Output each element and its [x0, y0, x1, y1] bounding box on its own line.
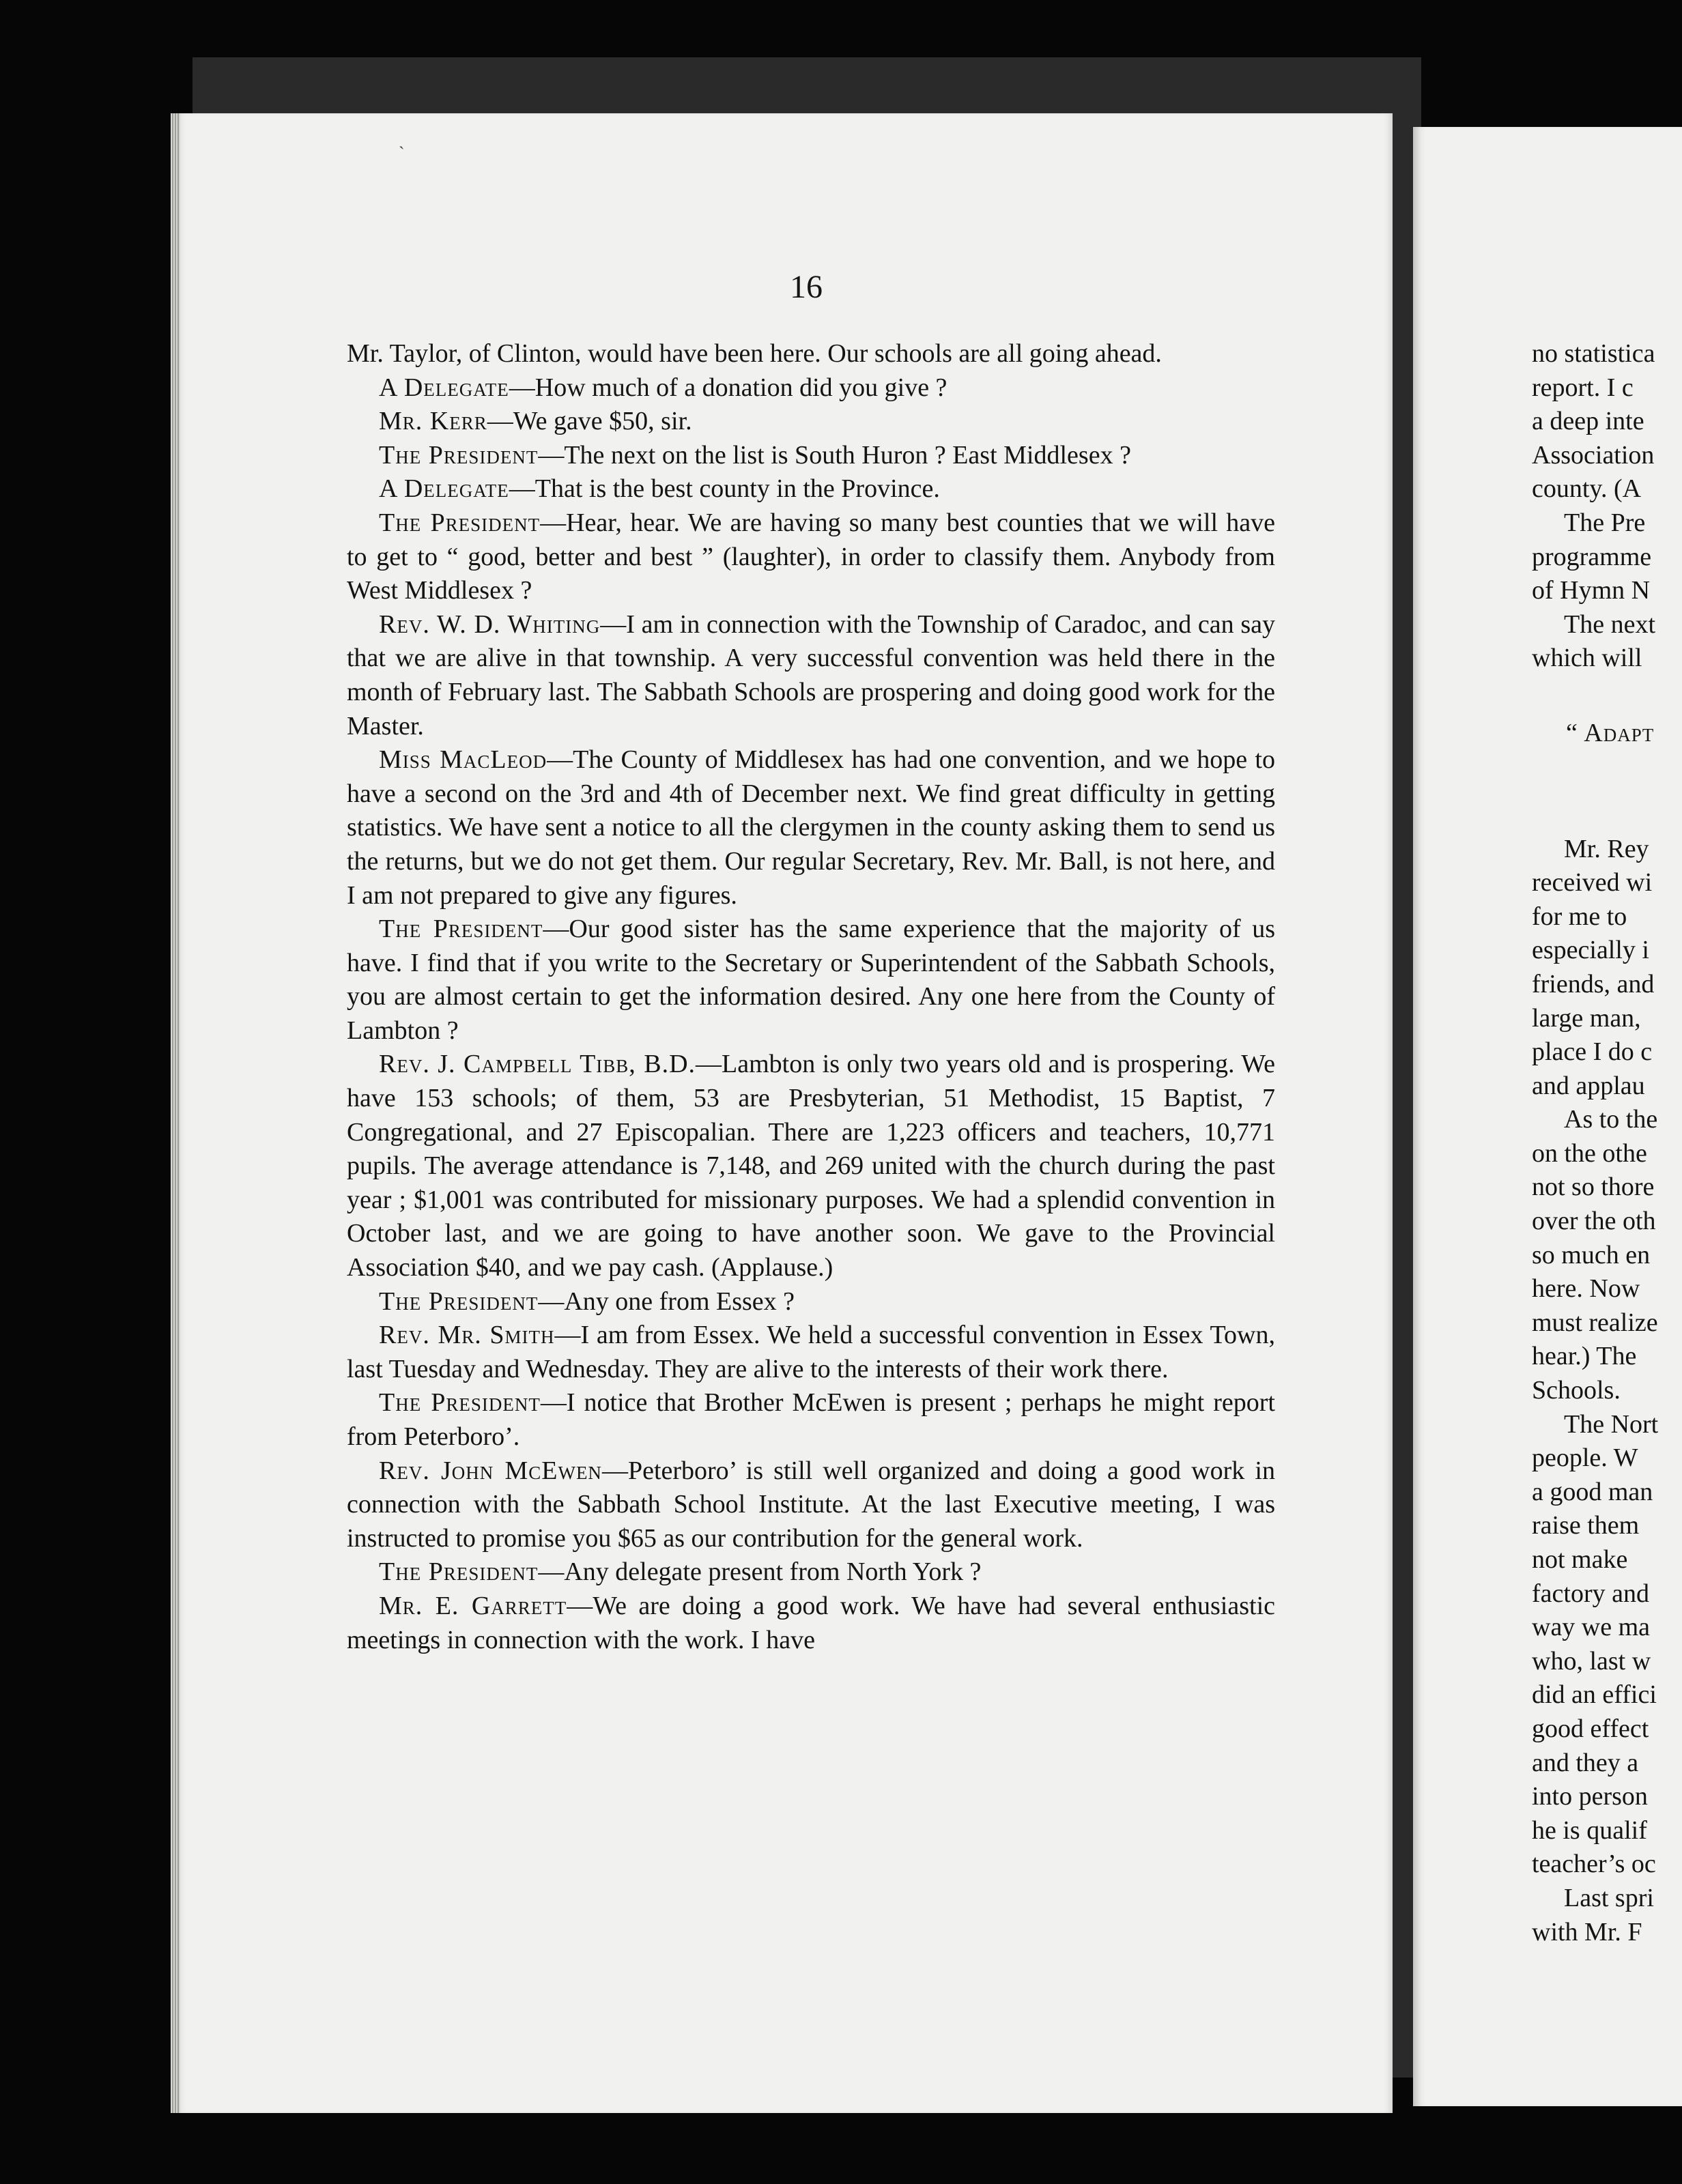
paragraph [347, 1454, 1275, 1556]
paragraph [347, 1285, 1275, 1319]
paragraph [347, 1386, 1275, 1454]
text-line: large man, [1532, 1003, 1641, 1033]
text-line: so much en [1532, 1240, 1651, 1269]
speaker-name: Rev. John McEwen [379, 1456, 602, 1485]
text-line: who, last w [1532, 1646, 1651, 1676]
speaker-name: A Delegate [379, 373, 509, 402]
text-line: no statistica [1532, 339, 1655, 368]
paragraph-text: —We are doing a good work. We have had several enthusiastic meetings in connection with the work. I have [347, 1591, 1276, 1654]
text-line: over the oth [1532, 1207, 1656, 1236]
text-line: for me to [1532, 902, 1627, 931]
text-line: Association [1532, 440, 1655, 470]
text-line: received wi [1532, 868, 1653, 897]
paragraph-text: —How much of a donation did you give ? [509, 373, 947, 402]
text-line: into person [1532, 1782, 1648, 1811]
speaker-name: Mr. Kerr [379, 407, 487, 436]
text-line: especially i [1532, 936, 1649, 965]
paragraph-text: —That is the best county in the Province. [509, 474, 940, 504]
text-line: Schools. [1532, 1376, 1621, 1405]
text-line: programme [1532, 542, 1652, 571]
paragraph-text: —Any one from Essex ? [538, 1287, 795, 1316]
paragraph-text: —I am from Essex. We held a successful convention in Essex Town, last Tuesday and Wednesday. They are alive to the interests of their work there. [347, 1321, 1275, 1383]
text-line: here. Now [1532, 1274, 1640, 1304]
text-line: friends, and [1532, 969, 1655, 998]
speaker-name: A Delegate [379, 474, 509, 504]
paragraph-text: —The next on the list is South Huron ? East Middlesex ? [538, 440, 1131, 470]
speaker-name: The President [379, 915, 543, 944]
section-heading: “ Adapt [1566, 718, 1655, 747]
paragraph [347, 743, 1275, 913]
paragraph [347, 1555, 1275, 1590]
text-line: people. W [1532, 1443, 1638, 1473]
paragraph-text: —We gave $50, sir. [487, 407, 692, 436]
text-line: a deep inte [1532, 407, 1644, 436]
text-line: place I do c [1532, 1037, 1653, 1067]
text-line: The Pre [1564, 508, 1646, 537]
text-line: not make [1532, 1545, 1628, 1574]
paragraph [347, 337, 1275, 371]
text-line: and applau [1532, 1071, 1645, 1100]
speaker-name: The President [379, 508, 541, 537]
speaker-name: Miss MacLeod [379, 745, 547, 775]
text-line: The Nort [1564, 1409, 1659, 1439]
blank-line [1532, 676, 1682, 717]
blank-line [1532, 751, 1682, 792]
paragraph [347, 439, 1275, 473]
left-page-text [347, 337, 1275, 1657]
text-line: As to the [1564, 1105, 1658, 1134]
text-line: factory and [1532, 1579, 1649, 1608]
text-line: of Hymn N [1532, 576, 1651, 605]
paragraph-text: —Hear, hear. We are having so many best counties that we will have to get to “ good, better and best ” (laughter), in order to classify them. Anybody from West Middlesex ? [347, 508, 1276, 605]
paragraph [347, 371, 1275, 405]
text-line: must realize [1532, 1308, 1658, 1337]
right-page-text [1532, 337, 1682, 1949]
paragraph-text: —I am in connection with the Township of Caradoc, and can say that we are alive in that township. A very successful convention was held there in the month of February last. The Sabbath Schools are prospering and doing good work for the Master. [347, 609, 1276, 741]
paragraph [347, 1048, 1275, 1284]
text-line: way we ma [1532, 1613, 1651, 1642]
page-edge [171, 113, 180, 2113]
speaker-name: The President [379, 1287, 539, 1316]
text-line: not so thore [1532, 1173, 1655, 1202]
paragraph-text: —Peterboro’ is still well organized and doing a good work in connection with the Sabbath School Institute. At the last Executive meeting, I was instructed to promise you $65 as our contribution for the general work. [347, 1456, 1275, 1553]
text-line: Last spri [1564, 1883, 1654, 1912]
paragraph [347, 913, 1275, 1048]
text-line: and they a [1532, 1748, 1639, 1777]
text-line: raise them [1532, 1511, 1640, 1540]
margin-mark: ˋ [399, 143, 405, 163]
text-line: with Mr. F [1532, 1917, 1642, 1946]
speaker-name: The President [379, 1557, 539, 1587]
text-line: report. I c [1532, 373, 1634, 402]
speaker-name: Mr. E. Garrett [379, 1591, 567, 1620]
paragraph [347, 472, 1275, 506]
paragraph-text: —Our good sister has the same experience that the majority of us have. I find that if you write to the Secretary or Superintendent of the Sabbath Schools, you are almost certain to get the information desired. Any one here from the County of Lambton ? [347, 915, 1275, 1045]
text-line: county. (A [1532, 474, 1642, 504]
paragraph-text: —The County of Middlesex has had one convention, and we hope to have a second on the 3rd and 4th of December next. We find great difficulty in getting statistics. We have sent a notice to all the clergymen in the county asking them to send us the returns, but we do not get them. Our regular Secretary, Rev. Mr. Ball, is not here, and I am not prepared to give any figures. [347, 745, 1275, 910]
text-line: a good man [1532, 1477, 1653, 1506]
paragraph-text: —Any delegate present from North York ? [538, 1557, 982, 1587]
speaker-name: The President [379, 1388, 541, 1418]
speaker-name: Rev. W. D. Whiting [379, 609, 601, 639]
paragraph [347, 608, 1275, 743]
blank-line [1532, 792, 1682, 833]
paragraph [347, 1590, 1275, 1657]
speaker-name: The President [379, 440, 539, 470]
text-line: did an effici [1532, 1680, 1657, 1710]
paragraph-text: —I notice that Brother McEwen is present ; perhaps he might report from Peterboro’. [347, 1388, 1275, 1451]
text-line: good effect [1532, 1714, 1649, 1743]
text-line: which will [1532, 644, 1642, 673]
paragraph [347, 506, 1275, 608]
text-line: on the othe [1532, 1138, 1647, 1168]
text-line: Mr. Rey [1564, 834, 1649, 863]
text-line: hear.) The [1532, 1342, 1637, 1371]
paragraph-text: Mr. Taylor, of Clinton, would have been here. Our schools are all going ahead. [347, 339, 1162, 368]
paragraph [347, 405, 1275, 439]
text-line: The next [1564, 609, 1656, 639]
text-line: teacher’s oc [1532, 1850, 1656, 1879]
speaker-name: Rev. J. Campbell Tibb, B.D. [379, 1050, 696, 1079]
paragraph [347, 1319, 1275, 1386]
text-line: he is qualif [1532, 1815, 1647, 1845]
speaker-name: Rev. Mr. Smith [379, 1321, 555, 1350]
page-number: 16 [790, 269, 823, 305]
paragraph-text: —Lambton is only two years old and is prospering. We have 153 schools; of them, 53 are Presbyterian, 51 Methodist, 15 Baptist, 7 Congregational, and 27 Episcopalian. There are 1,223 officers and teachers, 10,771 pupils. The average attendance is 7,148, and 269 united with the church during the past year ; $1,001 was contributed for missionary purposes. We had a splendid convention in October last, and we are going to have another soon. We gave to the Provincial Association $40, and we pay cash. (Applause.) [347, 1050, 1275, 1282]
